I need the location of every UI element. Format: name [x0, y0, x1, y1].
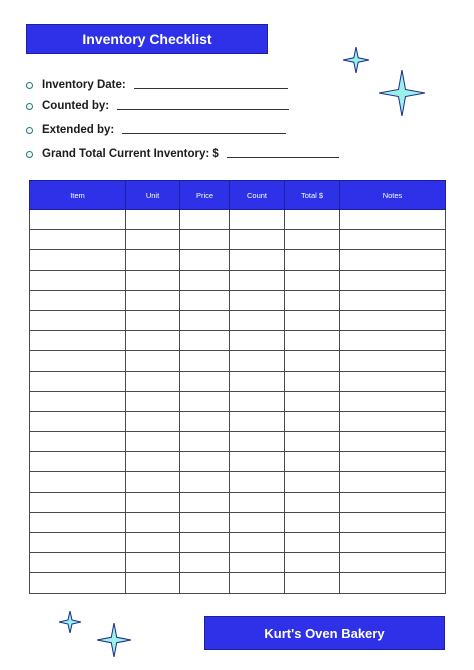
- table-cell[interactable]: [180, 270, 230, 290]
- table-cell[interactable]: [126, 310, 180, 330]
- table-cell[interactable]: [340, 310, 446, 330]
- table-cell[interactable]: [126, 270, 180, 290]
- table-cell[interactable]: [340, 553, 446, 573]
- table-cell[interactable]: [180, 310, 230, 330]
- table-row: [30, 250, 446, 270]
- table-cell[interactable]: [285, 310, 340, 330]
- table-row: [30, 351, 446, 371]
- table-row: [30, 331, 446, 351]
- table-cell[interactable]: [230, 512, 285, 532]
- table-cell[interactable]: [180, 492, 230, 512]
- table-cell[interactable]: [30, 371, 126, 391]
- table-row: [30, 230, 446, 250]
- table-cell[interactable]: [30, 230, 126, 250]
- table-cell[interactable]: [230, 391, 285, 411]
- table-cell[interactable]: [340, 411, 446, 431]
- table-cell[interactable]: [340, 391, 446, 411]
- field-label: Grand Total Current Inventory: $: [42, 148, 219, 160]
- table-cell[interactable]: [126, 371, 180, 391]
- table-cell[interactable]: [126, 391, 180, 411]
- table-cell[interactable]: [285, 573, 340, 593]
- table-cell[interactable]: [340, 290, 446, 310]
- table-row: [30, 512, 446, 532]
- table-cell[interactable]: [230, 472, 285, 492]
- table-cell[interactable]: [285, 230, 340, 250]
- table-cell[interactable]: [180, 533, 230, 553]
- table-cell[interactable]: [30, 250, 126, 270]
- table-cell[interactable]: [30, 270, 126, 290]
- table-row: [30, 432, 446, 452]
- table-cell[interactable]: [30, 452, 126, 472]
- table-row: [30, 270, 446, 290]
- column-header-unit: Unit: [126, 181, 180, 210]
- table-cell[interactable]: [285, 411, 340, 431]
- grand-total-field: [26, 146, 339, 162]
- table-cell[interactable]: [126, 533, 180, 553]
- table-cell[interactable]: [285, 290, 340, 310]
- table-cell[interactable]: [285, 210, 340, 230]
- table-cell[interactable]: [230, 553, 285, 573]
- table-cell[interactable]: [180, 371, 230, 391]
- table-cell[interactable]: [285, 250, 340, 270]
- table-cell[interactable]: [230, 310, 285, 330]
- table-cell[interactable]: [230, 351, 285, 371]
- table-cell[interactable]: [180, 230, 230, 250]
- table-cell[interactable]: [126, 553, 180, 573]
- table-cell[interactable]: [30, 533, 126, 553]
- table-row: [30, 472, 446, 492]
- column-header-total: Total $: [285, 181, 340, 210]
- table-cell[interactable]: [340, 472, 446, 492]
- table-cell[interactable]: [126, 290, 180, 310]
- table-row: [30, 411, 446, 431]
- table-cell[interactable]: [340, 492, 446, 512]
- table-cell[interactable]: [340, 230, 446, 250]
- table-cell[interactable]: [230, 371, 285, 391]
- table-cell[interactable]: [30, 210, 126, 230]
- table-cell[interactable]: [180, 553, 230, 573]
- table-cell[interactable]: [230, 533, 285, 553]
- table-cell[interactable]: [340, 210, 446, 230]
- inventory-date-input-line[interactable]: [134, 88, 288, 89]
- table-row: [30, 492, 446, 512]
- table-cell[interactable]: [340, 250, 446, 270]
- table-cell[interactable]: [126, 512, 180, 532]
- table-cell[interactable]: [230, 432, 285, 452]
- table-cell[interactable]: [30, 472, 126, 492]
- inventory-date-field: [26, 77, 288, 93]
- table-cell[interactable]: [340, 573, 446, 593]
- sparkle-icon-small-top: [343, 47, 369, 73]
- counted-by-field: [26, 98, 289, 114]
- bullet-icon: [26, 127, 33, 134]
- table-cell[interactable]: [126, 573, 180, 593]
- table-cell[interactable]: [30, 432, 126, 452]
- table-cell[interactable]: [180, 472, 230, 492]
- table-cell[interactable]: [180, 452, 230, 472]
- counted-by-input-line[interactable]: [117, 109, 289, 110]
- table-cell[interactable]: [126, 331, 180, 351]
- table-cell[interactable]: [230, 210, 285, 230]
- bullet-icon: [26, 82, 33, 89]
- table-cell[interactable]: [126, 411, 180, 431]
- table-cell[interactable]: [180, 290, 230, 310]
- table-cell[interactable]: [126, 492, 180, 512]
- table-cell[interactable]: [285, 351, 340, 371]
- table-cell[interactable]: [285, 331, 340, 351]
- table-cell[interactable]: [180, 250, 230, 270]
- table-cell[interactable]: [30, 351, 126, 371]
- table-cell[interactable]: [285, 492, 340, 512]
- table-cell[interactable]: [180, 411, 230, 431]
- table-cell[interactable]: [340, 512, 446, 532]
- table-row: [30, 310, 446, 330]
- table-cell[interactable]: [230, 452, 285, 472]
- business-name-banner: Kurt's Oven Bakery: [204, 616, 445, 650]
- table-cell[interactable]: [126, 432, 180, 452]
- table-cell[interactable]: [30, 391, 126, 411]
- grand-total-input-line[interactable]: [227, 157, 339, 158]
- table-header-row: [30, 181, 446, 210]
- table-cell[interactable]: [340, 351, 446, 371]
- column-header-notes: Notes: [340, 181, 446, 210]
- table-cell[interactable]: [126, 351, 180, 371]
- table-cell[interactable]: [285, 533, 340, 553]
- page-title: Inventory Checklist: [26, 24, 268, 54]
- column-header-price: Price: [180, 181, 230, 210]
- table-cell[interactable]: [230, 290, 285, 310]
- table-cell[interactable]: [340, 432, 446, 452]
- table-cell[interactable]: [30, 331, 126, 351]
- sparkle-icon-small-bottom: [59, 611, 81, 633]
- table-cell[interactable]: [230, 573, 285, 593]
- field-label: Inventory Date:: [42, 79, 126, 91]
- table-cell[interactable]: [30, 573, 126, 593]
- table-row: [30, 371, 446, 391]
- table-cell[interactable]: [340, 331, 446, 351]
- bullet-icon: [26, 103, 33, 110]
- table-cell[interactable]: [30, 553, 126, 573]
- table-row: [30, 553, 446, 573]
- table-cell[interactable]: [285, 553, 340, 573]
- table-cell[interactable]: [30, 512, 126, 532]
- table-cell[interactable]: [126, 472, 180, 492]
- table-row: [30, 533, 446, 553]
- table-cell[interactable]: [285, 472, 340, 492]
- extended-by-input-line[interactable]: [122, 133, 286, 134]
- table-cell[interactable]: [126, 250, 180, 270]
- table-cell[interactable]: [30, 290, 126, 310]
- table-cell[interactable]: [126, 230, 180, 250]
- table-cell[interactable]: [230, 411, 285, 431]
- inventory-table: [29, 180, 445, 594]
- table-cell[interactable]: [180, 573, 230, 593]
- table-cell[interactable]: [340, 371, 446, 391]
- table-cell[interactable]: [230, 250, 285, 270]
- column-header-item: Item: [30, 181, 126, 210]
- table-cell[interactable]: [230, 230, 285, 250]
- table-row: [30, 452, 446, 472]
- table-cell[interactable]: [180, 331, 230, 351]
- table-cell[interactable]: [285, 391, 340, 411]
- sparkle-icon-large-bottom: [97, 623, 131, 657]
- table-cell[interactable]: [180, 512, 230, 532]
- sparkle-icon-large-top: [379, 70, 425, 116]
- table-cell[interactable]: [180, 351, 230, 371]
- table-cell[interactable]: [180, 210, 230, 230]
- table-cell[interactable]: [30, 492, 126, 512]
- table-cell[interactable]: [340, 452, 446, 472]
- bullet-icon: [26, 151, 33, 158]
- table-cell[interactable]: [30, 411, 126, 431]
- table-cell[interactable]: [230, 492, 285, 512]
- table-cell[interactable]: [230, 270, 285, 290]
- table-cell[interactable]: [285, 371, 340, 391]
- table-cell[interactable]: [340, 533, 446, 553]
- column-header-count: Count: [230, 181, 285, 210]
- table-cell[interactable]: [230, 331, 285, 351]
- table-cell[interactable]: [285, 512, 340, 532]
- table-cell[interactable]: [285, 270, 340, 290]
- table-row: [30, 391, 446, 411]
- table-cell[interactable]: [180, 391, 230, 411]
- field-label: Extended by:: [42, 124, 115, 136]
- field-label: Counted by:: [42, 100, 110, 112]
- extended-by-field: [26, 122, 286, 138]
- table-cell[interactable]: [126, 452, 180, 472]
- table-row: [30, 573, 446, 593]
- table-body: [30, 210, 446, 594]
- table-cell[interactable]: [285, 432, 340, 452]
- table-row: [30, 290, 446, 310]
- table-cell[interactable]: [180, 432, 230, 452]
- table-cell[interactable]: [126, 210, 180, 230]
- table-cell[interactable]: [340, 270, 446, 290]
- table-row: [30, 210, 446, 230]
- table-cell[interactable]: [285, 452, 340, 472]
- table-cell[interactable]: [30, 310, 126, 330]
